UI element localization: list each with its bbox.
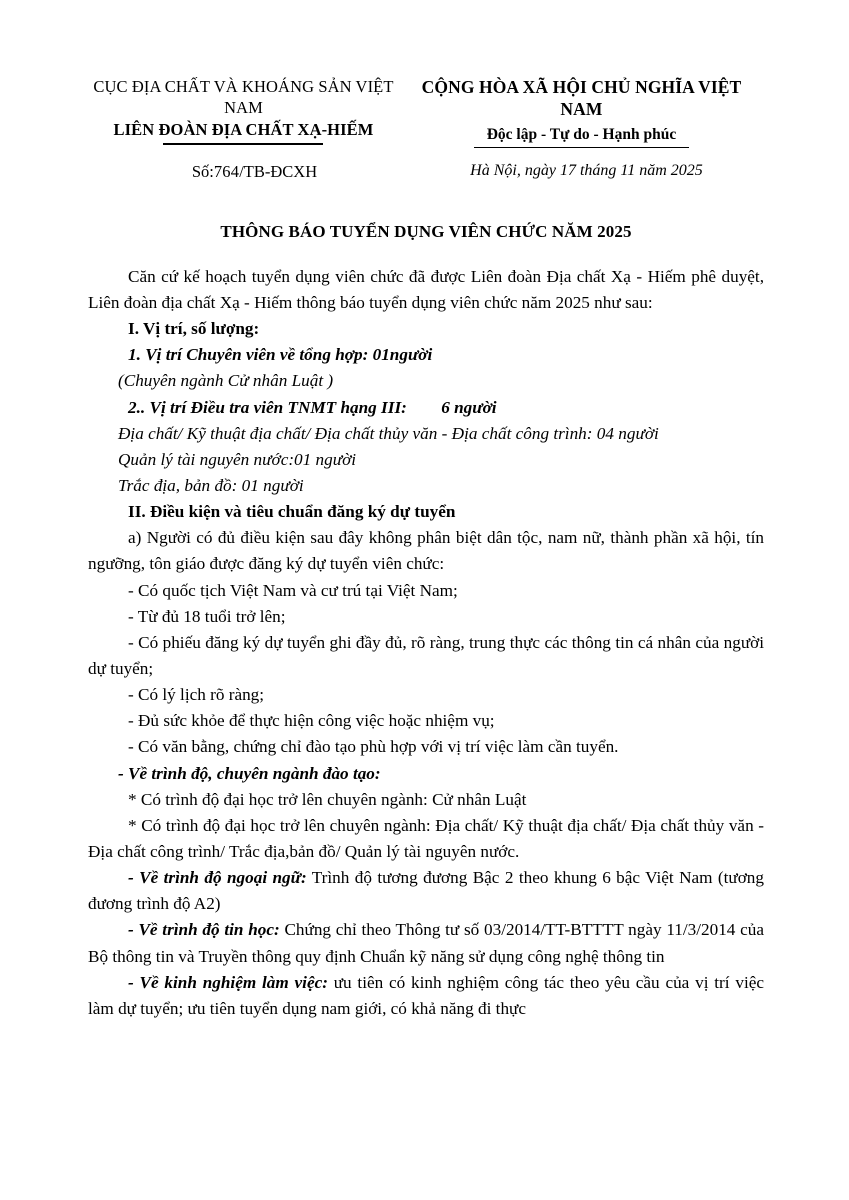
organization-name: LIÊN ĐOÀN ĐỊA CHẤT XẠ-HIẾM [113, 120, 374, 140]
item-position-2-label: 2.. Vị trí Điều tra viên TNMT hạng III: [128, 397, 407, 417]
place-and-date: Hà Nội, ngày 17 tháng 11 năm 2025 [470, 161, 703, 179]
label-it-skill: - Về trình độ tin học: [128, 920, 280, 940]
document-title: THÔNG BÁO TUYỂN DỤNG VIÊN CHỨC NĂM 2025 [220, 221, 632, 241]
national-motto: Độc lập - Tự do - Hạnh phúc [486, 125, 677, 143]
label-experience: - Về kinh nghiệm làm việc: [128, 972, 328, 992]
document-header [88, 76, 764, 148]
bullet-age: - Từ đủ 18 tuổi trở lên; [128, 606, 286, 626]
paragraph-experience [88, 970, 764, 1022]
document-number-value: 764 [213, 161, 240, 181]
organization-parent-name: CỤC ĐỊA CHẤT VÀ KHOÁNG SẢN VIỆT NAM [93, 77, 394, 118]
paragraph-foreign-language [88, 865, 764, 917]
header-divider-right [474, 147, 689, 148]
document-number-label: Số: [191, 161, 214, 181]
document-number [88, 162, 399, 182]
document-body [88, 264, 764, 1022]
heading-section-1: I. Vị trí, số lượng: [128, 319, 260, 339]
header-divider-left [163, 143, 323, 144]
item-position-2-detail-1: Địa chất/ Kỹ thuật địa chất/ Địa chất thủy văn - Địa chất công trình: 04 người [118, 423, 659, 443]
item-position-2 [88, 395, 764, 421]
item-position-2-count: 6 người [441, 397, 497, 417]
document-subheader [88, 162, 764, 182]
bullet-background: - Có lý lịch rõ ràng; [128, 685, 265, 705]
paragraph-a: a) Người có đủ điều kiện sau đây không phân biệt dân tộc, nam nữ, thành phần xã hội, tín ngưỡng, tôn giáo được đăng ký dự tuyển viên chức: [88, 528, 764, 574]
bullet-certificates: - Có văn bằng, chứng chỉ đào tạo phù hợp với vị trí việc làm cần tuyển. [128, 737, 619, 757]
item-position-2-detail-2: Quản lý tài nguyên nước:01 người [118, 449, 357, 469]
star-item-geology-degree: * Có trình độ đại học trở lên chuyên ngành: Địa chất/ Kỹ thuật địa chất/ Địa chất thủy văn - Địa chất công trình/ Trắc địa,bản đồ/ Quản lý tài nguyên nước. [88, 815, 764, 861]
label-foreign-language: - Về trình độ ngoại ngữ: [128, 868, 307, 888]
bullet-application-form: - Có phiếu đăng ký dự tuyển ghi đầy đủ, rõ ràng, trung thực các thông tin cá nhân của người dự tuyển; [88, 632, 764, 679]
bullet-citizenship: - Có quốc tịch Việt Nam và cư trú tại Việt Nam; [128, 580, 458, 600]
item-position-2-detail-3: Trắc địa, bản đồ: 01 người [118, 476, 304, 496]
star-item-law-degree: * Có trình độ đại học trở lên chuyên ngành: Cử nhân Luật [128, 789, 527, 809]
text-experience: ưu tiên có kinh nghiệm công tác theo yêu cầu của vị trí việc làm dự tuyển; ưu tiên tuyển dụng nam giới, có khả năng đi thực [88, 972, 764, 1018]
item-position-1-note: (Chuyên ngành Cử nhân Luật ) [118, 371, 334, 391]
document-content [88, 76, 764, 1022]
subheading-education-level: - Về trình độ, chuyên ngành đào tạo: [118, 763, 381, 783]
text-it-skill: Chứng chỉ theo Thông tư số 03/2014/TT-BTTTT ngày 11/3/2014 của Bộ thông tin và Truyền thông quy định Chuẩn kỹ năng sử dụng công nghệ thông tin [88, 920, 764, 966]
paragraph-intro: Căn cứ kế hoạch tuyển dụng viên chức đã được Liên đoàn Địa chất Xạ - Hiếm phê duyệt, Liên đoàn địa chất Xạ - Hiếm thông báo tuyển dụng viên chức năm 2025 như sau: [88, 266, 764, 313]
heading-section-2: II. Điều kiện và tiêu chuẩn đăng ký dự tuyển [128, 502, 456, 522]
paragraph-it-skill [88, 917, 764, 969]
bullet-health: - Đủ sức khỏe để thực hiện công việc hoặc nhiệm vụ; [128, 711, 495, 731]
country-name: CỘNG HÒA XÃ HỘI CHỦ NGHĨA VIỆT NAM [421, 77, 742, 120]
item-position-1: 1. Vị trí Chuyên viên về tổng hợp: 01người [128, 345, 433, 365]
issuing-organization [88, 76, 399, 145]
text-foreign-language: Trình độ tương đương Bậc 2 theo khung 6 bậc Việt Nam (tương đương trình độ A2) [88, 868, 764, 914]
document-number-suffix: /TB-ĐCXH [239, 161, 318, 181]
national-heading [399, 76, 764, 148]
